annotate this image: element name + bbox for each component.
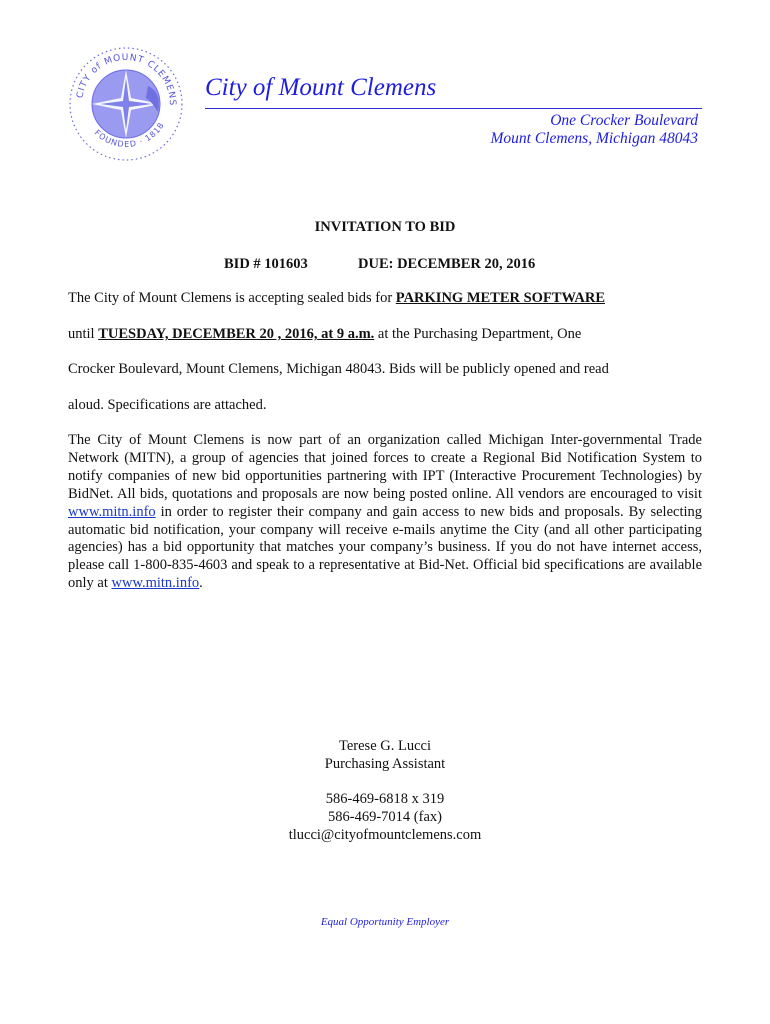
due-date: DUE: DECEMBER 20, 2016	[358, 256, 536, 272]
signer-title: Purchasing Assistant	[324, 756, 446, 772]
intro-line-1-text: The City of Mount Clemens is accepting sealed bids for	[68, 290, 396, 306]
intro-line-1	[68, 290, 605, 307]
letterhead-address-line2: Mount Clemens, Michigan 48043	[490, 130, 698, 147]
intro-line-2-prefix: until	[68, 326, 99, 342]
mitn-paragraph-part2: in order to register their company and gain access to new bids and proposals. By selecting automatic bid notification, your company will receive e-mails anytime the City (and all other participating agencies) has a bid opportunity that matches your company’s business. If you do not have internet access, please call 1-800-835-4603 and speak to a representative at Bid-Net. Official bid specifications are available only at	[68, 503, 702, 592]
intro-line-2-suffix: at the Purchasing Department, One	[374, 326, 582, 342]
intro-line-4: aloud. Specifications are attached.	[68, 397, 267, 413]
mitn-paragraph	[68, 432, 702, 593]
signer-name: Terese G. Lucci	[339, 738, 431, 754]
letterhead-divider	[205, 108, 702, 109]
signer-fax: 586-469-7014 (fax)	[328, 809, 442, 825]
document-title: INVITATION TO BID	[314, 219, 456, 235]
signer-phone: 586-469-6818 x 319	[325, 791, 445, 807]
seal-text-bottom: FOUNDED · 1818	[92, 120, 167, 149]
letterhead-address-line1: One Crocker Boulevard	[550, 112, 698, 129]
bid-deadline: TUESDAY, DECEMBER 20 , 2016, at 9 a.m.	[98, 326, 375, 342]
bid-item-name: PARKING METER SOFTWARE	[395, 290, 605, 306]
city-seal-logo	[62, 40, 190, 168]
footer-eoe: Equal Opportunity Employer	[320, 916, 450, 928]
intro-line-2	[68, 326, 581, 343]
bid-number: BID # 101603	[224, 256, 308, 272]
mitn-paragraph-part3: .	[199, 575, 203, 592]
seal-text-top: CITY of MOUNT CLEMENS	[75, 52, 178, 107]
mitn-paragraph-part1: The City of Mount Clemens is now part of an organization called Michigan Inter-governmental Trade Network (MITN), a group of agencies that joined forces to create a Regional Bid Notification System to notify companies of new bid opportunities partnering with IPT (Interactive Procurement Technologies) by BidNet. All bids, quotations and proposals are now being posted online. All vendors are encouraged to visit	[68, 432, 702, 502]
mitn-link-2[interactable]: www.mitn.info	[111, 575, 200, 592]
intro-line-3: Crocker Boulevard, Mount Clemens, Michigan 48043. Bids will be publicly opened and read	[68, 361, 609, 377]
mitn-link-1[interactable]: www.mitn.info	[68, 503, 156, 520]
signer-email: tlucci@cityofmountclemens.com	[288, 827, 482, 843]
letterhead-city-name: City of Mount Clemens	[205, 74, 437, 101]
